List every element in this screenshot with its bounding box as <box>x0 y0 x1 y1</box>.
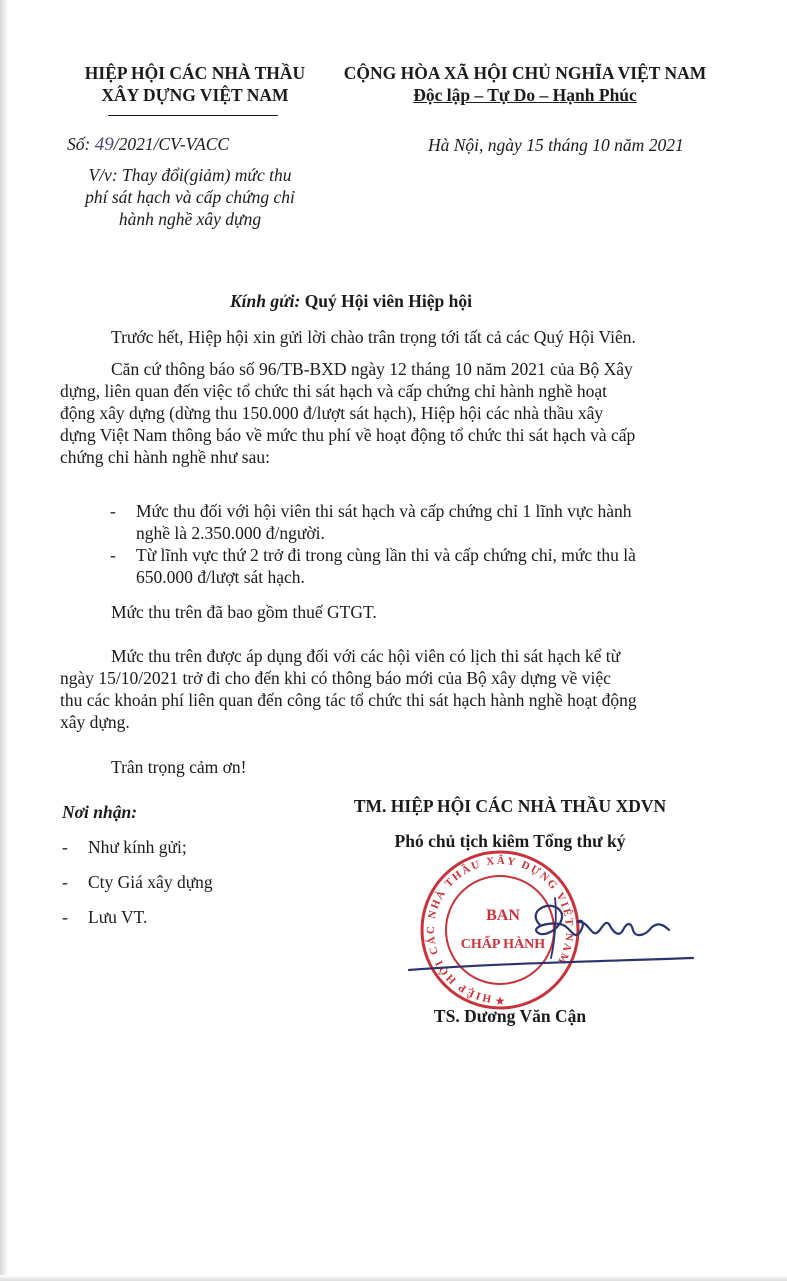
motto: Độc lập – Tự Do – Hạnh Phúc <box>413 85 637 105</box>
signer-name: TS. Dương Văn Cận <box>433 1006 587 1026</box>
signature-org: TM. HIỆP HỘI CÁC NHÀ THẦU XDVN <box>353 796 667 816</box>
org-name-line2: XÂY DỰNG VIỆT NAM <box>101 85 289 105</box>
recipient-item <box>62 836 362 858</box>
paragraph-basis <box>60 358 720 468</box>
fee-list <box>110 500 720 588</box>
stamp-ring-text: HIỆP HỘI CÁC NHÀ THẦU XÂY DỰNG VIỆT NAM <box>424 854 576 1005</box>
issue-date: Hà Nội, ngày 15 tháng 10 năm 2021 <box>428 135 684 155</box>
page-shadow-bottom <box>0 1275 787 1281</box>
basis-line2: dựng, liên quan đến việc tổ chức thi sát hạch và cấp chứng chỉ hành nghề hoạt <box>60 381 607 401</box>
basis-line1: Căn cứ thông báo số 96/TB-BXD ngày 12 tháng 10 năm 2021 của Bộ Xây <box>111 359 633 379</box>
applicability-line3: thu các khoản phí liên quan đến công tác tổ chức thi sát hạch hành nghề hoạt động <box>60 690 637 710</box>
salutation <box>230 290 630 312</box>
subject-line2: phí sát hạch và cấp chứng chỉ <box>85 187 295 207</box>
national-header <box>340 62 710 106</box>
applicability-line1: Mức thu trên được áp dụng đối với các hội viên có lịch thi sát hạch kể từ <box>111 646 621 666</box>
org-underline <box>108 115 278 116</box>
recipients-title: Nơi nhận: <box>62 802 138 822</box>
stamp-star-icon: ★ <box>494 994 506 1008</box>
signature-role: Phó chủ tịch kiêm Tổng thư ký <box>394 831 626 851</box>
list-dash: - <box>110 545 116 565</box>
recipient-text: Cty Giá xây dựng <box>88 872 213 892</box>
list-item-line1: Mức thu đối với hội viên thi sát hạch và cấp chứng chỉ 1 lĩnh vực hành <box>136 501 632 521</box>
applicability-line4: xây dựng. <box>60 712 130 732</box>
so-prefix: Số: <box>67 134 91 154</box>
org-name-line1: HIỆP HỘI CÁC NHÀ THẦU <box>84 63 306 83</box>
recipient-dash: - <box>62 837 68 857</box>
so-number: 49 <box>94 134 114 155</box>
recipient-item <box>62 871 362 893</box>
nation-title: CỘNG HÒA XÃ HỘI CHỦ NGHĨA VIỆT NAM <box>343 63 707 83</box>
basis-line5: chứng chỉ hành nghề như sau: <box>60 447 270 467</box>
org-name <box>60 62 330 106</box>
basis-line4: dựng Việt Nam thông báo về mức thu phí về hoạt động tổ chức thi sát hạch và cấp <box>60 425 636 445</box>
list-item-line2: 650.000 đ/lượt sát hạch. <box>136 567 305 587</box>
recipients-block <box>62 801 362 928</box>
recipient-text: Như kính gửi; <box>88 837 187 857</box>
list-item-line1: Từ lĩnh vực thứ 2 trở đi trong cùng lần thi và cấp chứng chỉ, mức thu là <box>136 545 636 565</box>
salutation-label: Kính gửi: <box>230 291 301 311</box>
closing-thanks: Trân trọng cảm ơn! <box>111 757 247 777</box>
list-item <box>110 544 720 588</box>
recipient-item <box>62 906 362 928</box>
subject-line3: hành nghề xây dựng <box>118 209 262 229</box>
so-suffix: /2021/CV-VACC <box>113 134 230 154</box>
handwritten-signature <box>405 880 700 980</box>
subject-line1: V/v: Thay đổi(giảm) mức thu <box>88 165 292 185</box>
list-item <box>110 500 720 544</box>
subject-block <box>40 164 340 230</box>
recipient-dash: - <box>62 907 68 927</box>
recipient-dash: - <box>62 872 68 892</box>
stamp-center-line1: BAN <box>486 907 520 924</box>
list-dash: - <box>110 501 116 521</box>
paragraph-greeting: Trước hết, Hiệp hội xin gửi lời chào trân trọng tới tất cả các Quý Hội Viên. <box>111 327 636 347</box>
recipient-text: Lưu VT. <box>88 907 148 927</box>
salutation-recipient: Quý Hội viên Hiệp hội <box>304 291 472 311</box>
page-shadow-left <box>0 0 8 1281</box>
basis-line3: động xây dựng (dừng thu 150.000 đ/lượt sát hạch), Hiệp hội các nhà thầu xây <box>60 403 604 423</box>
stamp-center-line2: CHẤP HÀNH <box>460 937 546 952</box>
document-number <box>67 133 347 156</box>
list-item-line2: nghề là 2.350.000 đ/người. <box>136 523 325 543</box>
paragraph-applicability <box>60 645 720 733</box>
applicability-line2: ngày 15/10/2021 trở đi cho đến khi có thông báo mới của Bộ xây dựng về việc <box>60 668 611 688</box>
paragraph-vat: Mức thu trên đã bao gồm thuế GTGT. <box>111 602 377 622</box>
